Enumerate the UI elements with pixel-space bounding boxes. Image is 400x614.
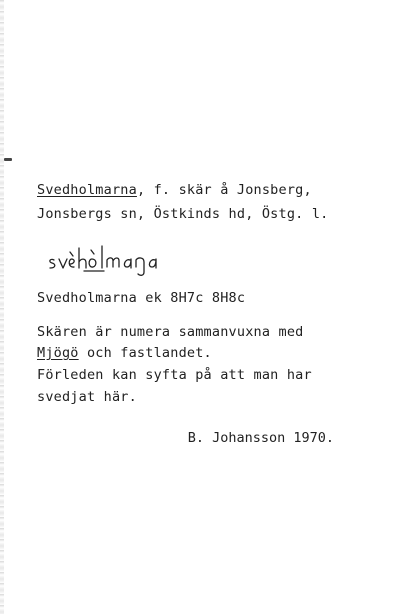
heading-description: , f. skär å Jonsberg, [136,182,312,198]
scan-speck [4,158,12,161]
body-line-3: Förleden kan syfta på att man har [37,367,312,383]
body-line-2 [37,344,212,362]
headword: Svedholmarna [37,182,137,198]
scan-edge [0,0,4,614]
map-reference-line: Svedholmarna ek 8H7c 8H8c [37,290,246,306]
handwritten-pronunciation-drawing [44,238,224,278]
body-line-4: svedjat här. [37,389,137,405]
body-line-1: Skären är numera sammanvuxna med [37,324,304,340]
signature: B. Johansson 1970. [187,430,334,446]
place-name-mjogo: Mjögö [37,345,79,361]
location-line: Jonsbergs sn, Östkinds hd, Östg. l. [37,206,329,222]
heading-line [37,181,312,199]
body-line-2-rest: och fastlandet. [78,345,212,361]
handwritten-pronunciation [44,238,224,278]
